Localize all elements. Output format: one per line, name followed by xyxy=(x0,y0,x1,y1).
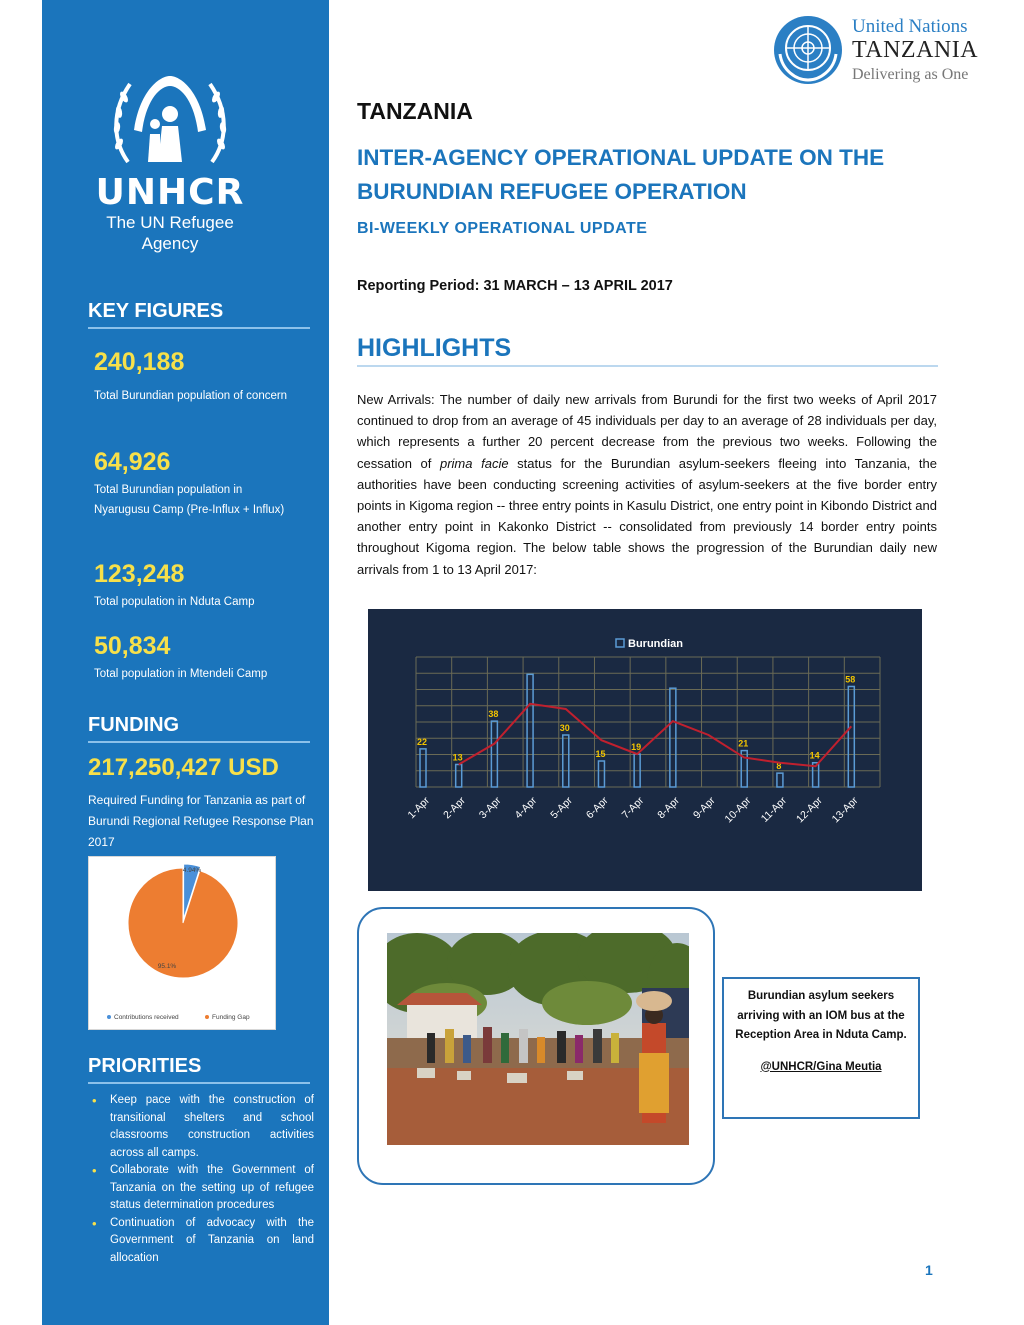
paragraph-text: status for the Burundian asylum-seekers fleeing into Tanzania, the authorities have been conducting screening activities of asylum-seekers at the five border entry points in Kigoma region -- three entry points in Kasulu District, one entry point in Kibondo District and another entry point in Kakonko District -- consolidated from previously 14 border entry points throughout Kigoma region. The below table shows the progression of the Burundian daily new arrivals from 1 to 13 April 2017: xyxy=(357,455,937,577)
un-logo-line2: TANZANIA xyxy=(852,37,979,63)
un-logo-line1: United Nations xyxy=(852,16,968,37)
un-tanzania-logo xyxy=(770,14,980,86)
x-tick-label: 11-Apr xyxy=(758,794,790,825)
chart-bar xyxy=(670,688,676,787)
pie-legend-swatch xyxy=(205,1015,209,1019)
chart-data-label: 15 xyxy=(595,749,606,759)
pie-legend-label: Funding Gap xyxy=(212,1014,250,1021)
document-subtitle: BI-WEEKLY OPERATIONAL UPDATE xyxy=(357,220,648,237)
key-figure-label: Total population in Mtendeli Camp xyxy=(94,668,268,680)
x-tick-label: 8-Apr xyxy=(655,794,682,822)
chart-data-label: 22 xyxy=(416,736,428,747)
photo-caption-box xyxy=(722,977,920,1119)
unhcr-brand-text: UNHCR xyxy=(95,172,245,213)
key-figure-value: 123,248 xyxy=(94,560,185,588)
priorities-list xyxy=(88,1092,314,1267)
funding-pie-chart xyxy=(88,856,276,1030)
x-tick-label: 10-Apr xyxy=(722,794,754,826)
x-tick-label: 3-Apr xyxy=(476,794,504,822)
key-figure-label: Total Burundian population in Nyarugusu Camp (Pre-Influx + Influx) xyxy=(94,484,285,516)
x-tick-label: 12-Apr xyxy=(793,794,825,826)
chart-bar xyxy=(848,686,854,787)
highlights-heading: HIGHLIGHTS xyxy=(357,334,938,367)
chart-data-label: 8 xyxy=(776,761,782,772)
document-title: INTER-AGENCY OPERATIONAL UPDATE ON THE BURUNDIAN REFUGEE OPERATION xyxy=(357,145,885,204)
x-tick-label: 2-Apr xyxy=(441,794,468,822)
sidebar xyxy=(42,0,329,1325)
chart-data-label: 38 xyxy=(488,709,499,720)
chart-data-label: 14 xyxy=(809,750,820,761)
key-figure-label: Total Burundian population of concern xyxy=(94,390,288,402)
chart-data-label: 21 xyxy=(738,738,749,749)
chart-trendline xyxy=(459,704,852,766)
photo-caption: Burundian asylum seekers arriving with an IOM bus at the Reception Area in Nduta Camp. xyxy=(735,990,907,1041)
x-tick-label: 4-Apr xyxy=(512,794,540,822)
paragraph-italic: prima facie xyxy=(439,455,509,471)
chart-bar xyxy=(563,735,569,787)
x-tick-label: 7-Apr xyxy=(619,794,647,822)
unhcr-emblem-icon xyxy=(110,70,230,170)
chart-data-label: 58 xyxy=(845,674,856,685)
x-tick-label: 9-Apr xyxy=(691,794,718,822)
highlights-paragraph xyxy=(357,389,937,580)
chart-bar xyxy=(527,674,533,787)
pie-label: 4.94% xyxy=(182,867,202,874)
x-tick-label: 13-Apr xyxy=(829,794,861,826)
chart-bar xyxy=(598,761,604,787)
pie-legend-label: Contributions received xyxy=(114,1014,179,1021)
funding-heading: FUNDING xyxy=(88,714,310,743)
pie-label: 95.1% xyxy=(157,963,177,970)
paragraph-text: New Arrivals: The number of daily new arrivals from Burundi for the first two weeks of April 2017 continued to drop from an average of 45 individuals per day to an average of 28 individuals per day, which represents a further 20 percent decrease from the previous two weeks. Following the cessation of xyxy=(357,392,937,471)
x-tick-label: 1-Apr xyxy=(405,794,433,822)
pie-legend-swatch xyxy=(107,1015,111,1019)
chart-bar xyxy=(456,764,462,787)
x-tick-label: 5-Apr xyxy=(548,794,575,822)
priorities-heading: PRIORITIES xyxy=(88,1055,310,1084)
bar-chart-svg xyxy=(368,609,922,891)
key-figure-label: Total population in Nduta Camp xyxy=(94,596,255,608)
priority-item: • Collaborate with the Government of Tanzania on the setting up of refugee status determination procedures xyxy=(88,1162,314,1215)
key-figure-value: 64,926 xyxy=(94,448,171,476)
photo-arrivals xyxy=(387,933,689,1145)
unhcr-logo xyxy=(90,70,250,254)
pie-svg xyxy=(89,857,277,1031)
legend-label: Burundian xyxy=(628,638,683,650)
un-emblem-icon xyxy=(770,14,846,86)
un-logo-line3: Delivering as One xyxy=(852,66,969,83)
priority-item: • Keep pace with the construction of transitional shelters and school classrooms construction activities across all camps. xyxy=(88,1092,314,1162)
page-number: 1 xyxy=(925,1262,933,1278)
x-tick-label: 6-Apr xyxy=(583,794,611,822)
priority-item: • Continuation of advocacy with the Government of Tanzania on land allocation xyxy=(88,1215,314,1268)
chart-bar xyxy=(777,773,783,787)
chart-data-label: 19 xyxy=(631,742,642,753)
reporting-period: Reporting Period: 31 MARCH – 13 APRIL 2017 xyxy=(357,278,673,294)
legend-swatch xyxy=(616,639,624,647)
key-figure-value: 50,834 xyxy=(94,632,171,660)
key-figures-heading: KEY FIGURES xyxy=(88,300,310,329)
country-title: TANZANIA xyxy=(357,98,473,124)
funding-amount: 217,250,427 USD xyxy=(88,754,279,781)
pie-slice xyxy=(128,868,238,978)
photo-frame xyxy=(357,907,715,1185)
funding-description: Required Funding for Tanzania as part of Burundi Regional Refugee Response Plan 2017 xyxy=(88,793,314,849)
chart-data-label: 30 xyxy=(559,723,570,733)
photo-credit: @UNHCR/Gina Meutia xyxy=(760,1060,882,1073)
chart-data-label: 13 xyxy=(452,752,463,763)
unhcr-tagline: The UN Refugee Agency xyxy=(106,213,234,253)
daily-arrivals-chart xyxy=(368,609,922,891)
key-figure-value: 240,188 xyxy=(94,348,185,376)
photo-image xyxy=(387,933,689,1145)
